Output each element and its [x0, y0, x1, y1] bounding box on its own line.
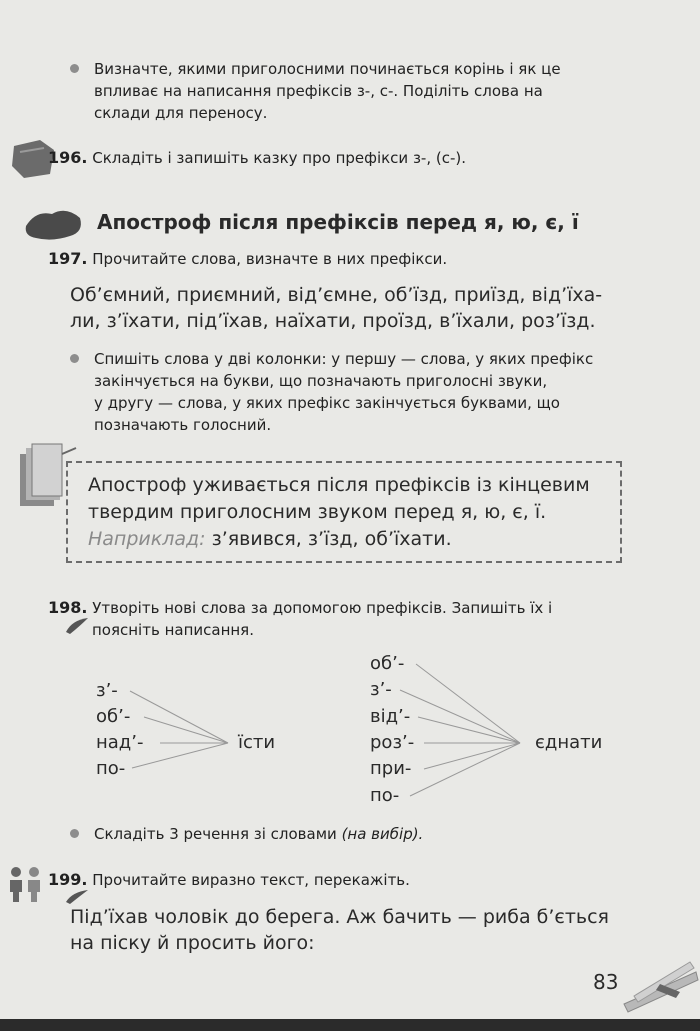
task-196-text: Складіть і запишіть казку про префікси з-, (с-). — [92, 149, 466, 167]
right-prefix-3: від’- — [370, 706, 411, 727]
pen-icon — [64, 886, 90, 906]
task-197-words-line-2: ли, з’їхати, під’їхав, наїхати, проїзд, в’їхали, роз’їзд. — [70, 310, 596, 332]
bullet-dot-icon — [70, 64, 79, 73]
rule-line-2: твердим приголосним звуком перед я, ю, є, ї. — [88, 501, 547, 523]
bullet-2-line-2: закінчується на букви, що позначають приголосні звуки, — [94, 372, 548, 390]
task-199-story-line-2: на піску й просить його: — [70, 932, 315, 954]
right-prefix-4: роз’- — [370, 732, 415, 753]
right-prefix-1: об’- — [370, 653, 405, 674]
rule-example-text: з’явився, з’їзд, об’їхати. — [205, 528, 452, 550]
page-number: 83 — [593, 970, 619, 994]
task-197-text: Прочитайте слова, визначте в них префікси. — [92, 250, 448, 268]
bullet-dot-icon — [70, 829, 79, 838]
bullet-2-line-1: Спишіть слова у дві колонки: у першу — слова, у яких префікс — [94, 350, 594, 368]
left-root-word: їсти — [238, 732, 276, 753]
pencils-decoration-icon — [620, 958, 700, 1016]
left-prefix-4: по- — [96, 758, 126, 779]
task-196-number: 196. — [48, 148, 88, 167]
right-prefix-6: по- — [370, 785, 400, 806]
left-prefix-3: над’- — [96, 732, 144, 753]
left-prefix-1: з’- — [96, 680, 118, 701]
task-196 — [48, 147, 466, 169]
instruction-bullet-3 — [70, 823, 630, 845]
rule-example-label: Наприклад: — [88, 528, 206, 550]
instruction-bullet-1 — [70, 58, 630, 124]
section-heading-icon — [22, 206, 86, 242]
task-198-line-1: Утворіть нові слова за допомогою префіксів. Запишіть їх і — [92, 599, 553, 617]
task-198-line-2: поясніть написання. — [92, 621, 254, 639]
rule-line-1: Апостроф уживається після префіксів із кінцевим — [88, 474, 590, 496]
task-197 — [48, 248, 447, 270]
bullet-3-note: (на вибір). — [341, 825, 424, 843]
right-prefix-5: при- — [370, 758, 412, 779]
instruction-bullet-2 — [70, 348, 630, 436]
bullet-dot-icon — [70, 354, 79, 363]
task-197-words-line-1: Об’ємний, приємний, від’ємне, об’їзд, приїзд, від’їха- — [70, 284, 603, 306]
rule-text — [88, 472, 616, 553]
right-prefix-2: з’- — [370, 679, 392, 700]
right-root-word: єднати — [535, 732, 603, 753]
bullet-2-line-4: позначають голосний. — [94, 416, 272, 434]
people-icon — [4, 864, 48, 904]
task-197-words — [70, 282, 630, 334]
task-199-number: 199. — [48, 870, 88, 889]
task-197-number: 197. — [48, 249, 88, 268]
section-heading: Апостроф після префіксів перед я, ю, є, ї — [97, 210, 579, 234]
left-prefix-2: об’- — [96, 706, 131, 727]
bullet-1-line-2: впливає на написання префіксів з-, с-. Поділіть слова на — [94, 82, 543, 100]
bullet-2-line-3: у другу — слова, у яких префікс закінчується буквами, що — [94, 394, 560, 412]
task-199-text: Прочитайте виразно текст, перекажіть. — [92, 871, 410, 889]
task-198 — [48, 597, 638, 641]
bullet-3-text: Складіть 3 речення зі словами — [94, 825, 337, 843]
page-bottom-edge — [0, 1019, 700, 1031]
rule-example — [88, 526, 616, 553]
bullet-1-line-3: склади для переносу. — [94, 104, 268, 122]
task-198-number: 198. — [48, 598, 88, 617]
pen-icon — [64, 614, 90, 636]
task-199-story — [70, 904, 630, 956]
bullet-1-line-1: Визначте, якими приголосними починається корінь і як це — [94, 60, 561, 78]
task-199-story-line-1: Під’їхав чоловік до берега. Аж бачить — риба б’ється — [70, 906, 609, 928]
task-199 — [48, 869, 410, 891]
